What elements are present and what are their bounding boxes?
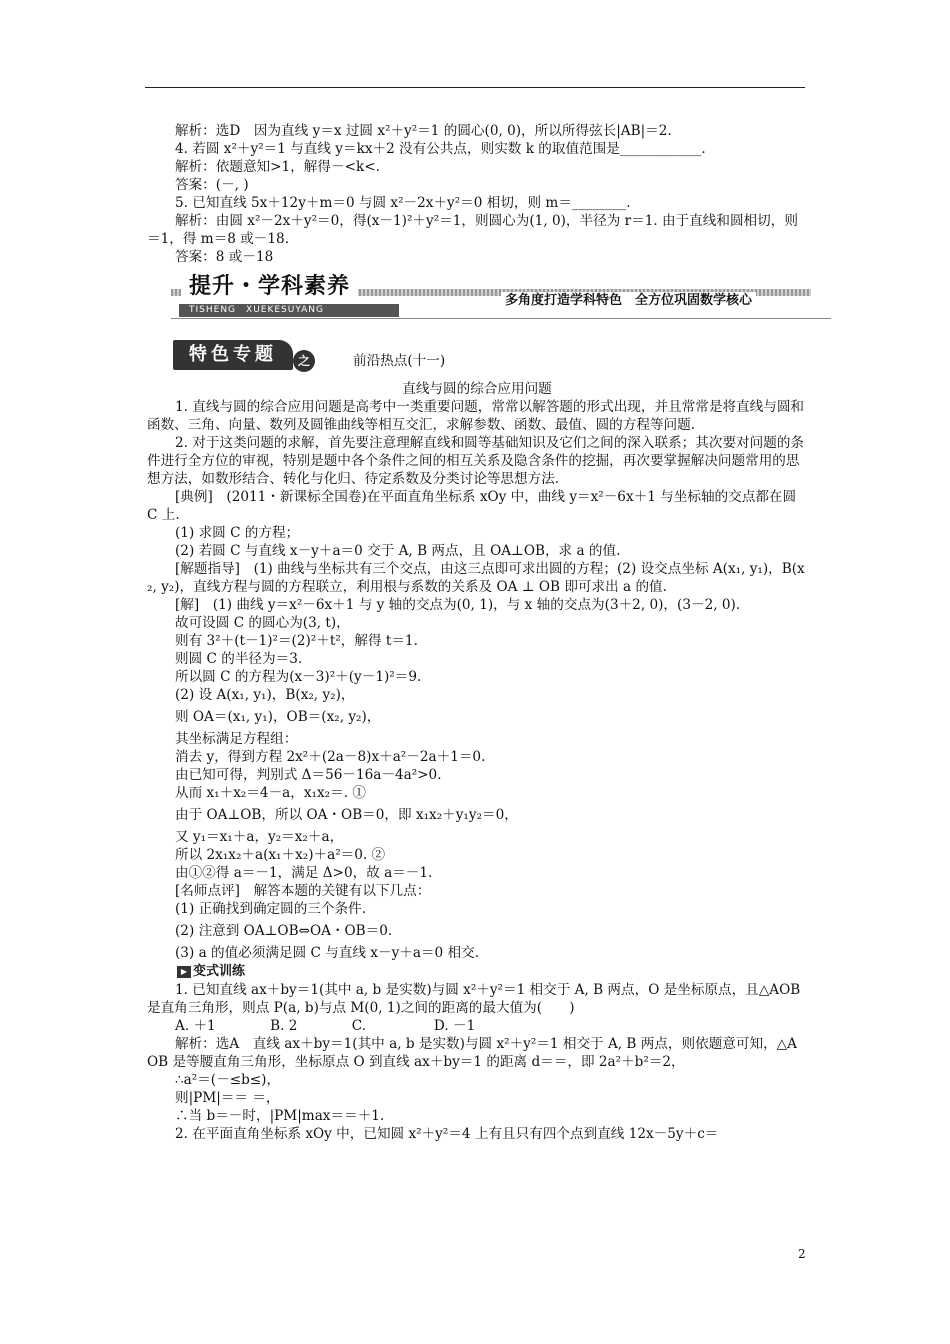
solution-line: 由①②得 a＝－1，满足 Δ>0，故 a＝－1.: [175, 865, 433, 881]
text-line: (1) 求圆 C 的方程；: [175, 525, 300, 541]
solution-line: 由已知可得，判别式 Δ＝56－16a－4a²>0.: [175, 767, 442, 783]
banner-line: [171, 318, 831, 319]
banner-slogan: 多角度打造学科特色 全方位巩固数学核心: [501, 292, 756, 310]
header-rule: [145, 87, 805, 88]
text-line: 4. 若圆 x²＋y²＝1 与直线 y＝kx＋2 没有公共点，则实数 k 的取值范围是____________.: [175, 141, 706, 157]
variant-label-wrap: [177, 963, 245, 981]
topic-header: [173, 336, 807, 376]
banner-title: 提升・学科素养: [181, 278, 358, 296]
paragraph: 1. 直线与圆的综合应用问题是高考中一类重要问题，常常以解答题的形式出现，并且常常是将直线与圆和函数、三角、向量、数列及圆锥曲线等相互交汇，求解参数、函数、最值、圆的方程等问题.: [147, 399, 805, 433]
text-line: 答案：(－, ): [175, 177, 249, 193]
variant-question: 2. 在平面直角坐标系 xOy 中，已知圆 x²＋y²＝4 上有且只有四个点到直线 12x－5y＋c＝: [175, 1126, 719, 1142]
section-banner: [171, 274, 839, 330]
banner-pinyin: TISHENG XUEKESUYANG: [179, 304, 399, 317]
triangle-icon: ▶: [177, 966, 191, 978]
variant-line: 则|PM|＝＝ ＝，: [175, 1090, 280, 1106]
solution-line: [名师点评] 解答本题的关键有以下几点：: [175, 883, 431, 899]
paragraph: [典例] (2011・新课标全国卷)在平面直角坐标系 xOy 中，曲线 y＝x²－6x＋1 与坐标轴的交点都在圆 C 上.: [147, 489, 797, 523]
solution-line: (2) 设 A(x₁, y₁)，B(x₂, y₂)，: [175, 687, 355, 703]
solution-line: (1) 正确找到确定圆的三个条件.: [175, 901, 367, 917]
topic-hot: 前沿热点(十一): [353, 353, 446, 369]
variant-line: ∴a²＝(－≤b≤)，: [175, 1072, 281, 1088]
solution-line: 其坐标满足方程组：: [175, 731, 298, 747]
text-line: 解析：依题意知>1，解得－<k<.: [175, 159, 380, 175]
variant-label: 变式训练: [193, 964, 246, 979]
solution-line: 则 OA＝(x₁, y₁)，OB＝(x₂, y₂)，: [175, 709, 381, 725]
variant-line: ∴当 b＝－时，|PM|max＝＝＋1.: [175, 1108, 385, 1124]
solution-line: 从而 x₁＋x₂＝4－a，x₁x₂＝. ①: [175, 785, 366, 801]
variant-header: [147, 962, 807, 981]
text-line: 解析：选D 因为直线 y＝x 过圆 x²＋y²＝1 的圆心(0, 0)，所以所得弦长|AB|＝2.: [175, 123, 672, 139]
solution-line: (3) a 的值必须满足圆 C 与直线 x－y＋a＝0 相交.: [175, 945, 480, 961]
solution-first: [解] (1) 曲线 y＝x²－6x＋1 与 y 轴的交点为(0, 1)，与 x 轴的交点为(3＋2, 0)，(3－2, 0).: [175, 597, 741, 613]
variant-solution: 解析：选A 直线 ax＋by＝1(其中 a, b 是实数)与圆 x²＋y²＝1 相交于 A, B 两点，则依题意可知，△AOB 是等腰直角三角形，坐标原点 O 到直线 ax＋by＝1 的距离 d＝＝，即 2a²＋b²＝2，: [147, 1036, 797, 1070]
solution-line: 则圆 C 的半径为＝3.: [175, 651, 303, 667]
solution-line: 由于 OA⊥OB，所以 OA・OB＝0，即 x₁x₂＋y₁y₂＝0，: [175, 807, 518, 823]
solution-line: 则有 3²＋(t－1)²＝(2)²＋t²，解得 t＝1.: [175, 633, 418, 649]
variant-options: A. ＋1 B. 2 C. D. －1: [175, 1018, 476, 1034]
text-line: 答案：8 或－18: [175, 249, 274, 265]
text-line: 解析：由圆 x²－2x＋y²＝0，得(x－1)²＋y²＝1，则圆心为(1, 0)，半径为 r＝1. 由于直线和圆相切，则＝1，得 m＝8 或－18.: [147, 213, 798, 247]
text-line: 5. 已知直线 5x＋12y＋m＝0 与圆 x²－2x＋y²＝0 相切，则 m＝________.: [175, 195, 631, 211]
page-content: [147, 122, 807, 1143]
page-number: 2: [798, 1247, 806, 1261]
guide: [解题指导] (1) 曲线与坐标共有三个交点，由这三点即可求出圆的方程；(2) 设交点坐标 A(x₁, y₁)，B(x₂, y₂)，直线方程与圆的方程联立，利用根与系数的关系及 OA ⊥ OB 即可求出 a 的值.: [147, 561, 805, 595]
variant-question: 1. 已知直线 ax＋by＝1(其中 a, b 是实数)与圆 x²＋y²＝1 相交于 A, B 两点，O 是坐标原点，且△AOB 是直角三角形，则点 P(a, b)与点 M(0, 1)之间的距离的最大值为( ): [147, 982, 801, 1016]
solution-line: 所以圆 C 的方程为(x－3)²＋(y－1)²＝9.: [175, 669, 422, 685]
text-line: (2) 若圆 C 与直线 x－y＋a＝0 交于 A, B 两点，且 OA⊥OB，求 a 的值.: [175, 543, 621, 559]
paragraph: 2. 对于这类问题的求解，首先要注意理解直线和圆等基础知识及它们之间的深入联系；其次要对问题的条件进行全方位的审视，特别是题中各个条件之间的相互关系及隐含条件的挖掘，再次要掌握解决问题常用的思想方法，如数形结合、转化与化归、待定系数及分类讨论等思想方法.: [147, 435, 805, 487]
topic-zhi: 之: [293, 350, 315, 372]
solution-line: 又 y₁＝x₁＋a，y₂＝x₂＋a，: [175, 829, 344, 845]
solution-line: 故可设圆 C 的圆心为(3, t)，: [175, 615, 350, 631]
solution-line: (2) 注意到 OA⊥OB⇔OA・OB＝0.: [175, 923, 393, 939]
solution-line: 所以 2x₁x₂＋a(x₁＋x₂)＋a²＝0. ②: [175, 847, 386, 863]
topic-subtitle: 直线与圆的综合应用问题: [402, 381, 552, 397]
topic-badge: 特色专题: [173, 340, 293, 370]
solution-line: 消去 y，得到方程 2x²＋(2a－8)x＋a²－2a＋1＝0.: [175, 749, 486, 765]
